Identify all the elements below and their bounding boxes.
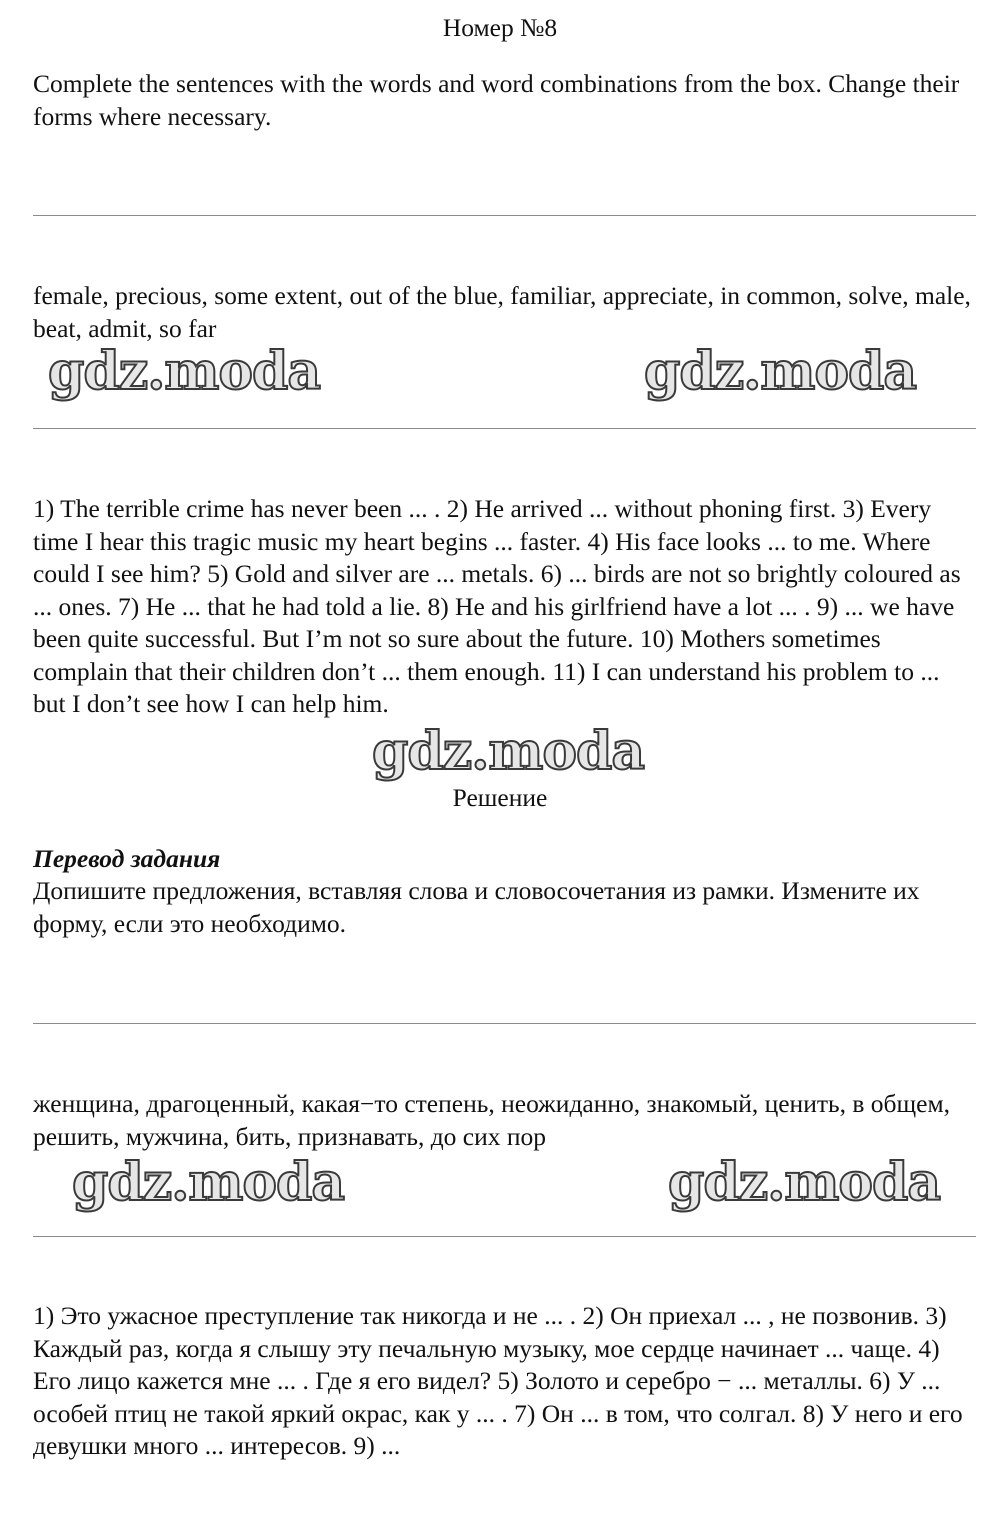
divider [33, 1023, 976, 1024]
watermark-logo: gdz.moda [72, 1152, 345, 1213]
divider [33, 1236, 976, 1237]
exercise-sentences-translation: 1) Это ужасное преступление так никогда и не ... . 2) Он приехал ... , не позвонив. 3) Каждый раз, когда я слышу эту печальную музыку, мое сердце начинает ... чаще. 4) Его лицо кажется мне ... . Где я его видел? 5) Золото и серебро − ... металлы. 6) У ... особей птиц не такой яркий окрас, как у ... . 7) Он ... в том, что солгал. 8) У него и его девушки много ... интересов. 9) ... [33, 1301, 963, 1460]
word-box: female, precious, some extent, out of the blue, familiar, appreciate, in common, solve, male, beat, admit, so far [33, 281, 971, 343]
divider [33, 428, 976, 429]
word-box-translation: женщина, драгоценный, какая−то степень, неожиданно, знакомый, ценить, в общем, решить, мужчина, бить, признавать, до сих пор [33, 1089, 950, 1151]
divider [33, 215, 976, 216]
translation-heading: Перевод задания [33, 844, 221, 873]
watermark-logo: gdz.moda [372, 721, 645, 782]
watermark-logo: gdz.moda [668, 1152, 941, 1213]
watermark-logo: gdz.moda [644, 341, 917, 402]
translation-instruction: Допишите предложения, вставляя слова и словосочетания из рамки. Измените их форму, если это необходимо. [33, 876, 920, 938]
solution-label: Решение [452, 783, 548, 812]
exercise-sentences: 1) The terrible crime has never been ... . 2) He arrived ... without phoning first. 3) Every time I hear this tragic music my heart begins ... faster. 4) His face looks ... to me. Where could I see him? 5) Gold and silver are ... metals. 6) ... birds are not so brightly coloured as ... ones. 7) He ... that he had told a lie. 8) He and his girlfriend have a lot ... . 9) ... we have been quite successful. But I’m not so sure about the future. 10) Mothers sometimes complain that their children don’t ... them enough. 11) I can understand his problem to ... but I don’t see how I can help him. [33, 494, 961, 718]
watermark-logo: gdz.moda [48, 341, 321, 402]
task-instruction: Complete the sentences with the words and word combinations from the box. Change their forms where necessary. [33, 69, 960, 131]
page-title: Номер №8 [442, 13, 558, 42]
